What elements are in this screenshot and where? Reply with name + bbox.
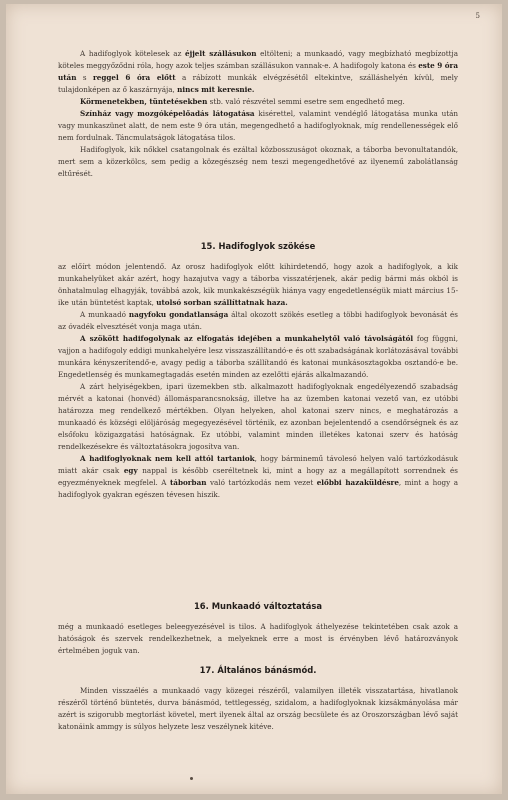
page-number: 5 bbox=[475, 12, 480, 20]
paragraph: Színház vagy mozgóképelőadás látogatása kisérettel, valamint vendéglő látogatása munka után vagy munkaszünet alatt, de nem este 9 óra után, megengedhető a hadifoglyoknak, míg rendellenességek elő nem fordulnak. Táncmulatságok látogatása tilos. bbox=[58, 109, 459, 142]
bold-phrase: reggel 6 óra előtt bbox=[92, 73, 176, 82]
paragraph: még a munkaadó esetleges beleegyezésével is tilos. A hadifoglyok áthelyezése tekintetében csak azok a hatóságok és szervek rendelkezhetnek, a melyeknek erre a most is érvényben lévő határozványok értelmében joguk van. bbox=[58, 622, 458, 655]
bold-phrase: előbbi hazaküldésre bbox=[316, 478, 399, 487]
bold-phrase: utolsó sorban szállíttatnak haza. bbox=[156, 298, 288, 307]
bold-phrase: Színház vagy mozgóképelőadás látogatása bbox=[80, 109, 255, 118]
section-15-body bbox=[58, 261, 458, 501]
bold-phrase: A hadifoglyoknak nem kell attól tartaniok bbox=[80, 454, 255, 463]
document-page bbox=[6, 4, 502, 794]
bold-phrase: egy bbox=[123, 466, 138, 475]
bold-phrase: Körmenetekben, tüntetésekben bbox=[80, 97, 208, 106]
section-16-heading: 16. Munkaadó változtatása bbox=[193, 601, 323, 611]
bold-phrase: A szökött hadifogolynak az elfogatás idejében a munkahelytől való távolságától bbox=[80, 334, 414, 343]
paragraph: A hadifoglyok kötelesek az éjjelt szállásukon eltölteni; a munkaadó, vagy megbízható megbízottja köteles meggyőződni róla, hogy azok teljes számban szállásukon vannak-e. A hadifogoly katona és este 9 óra után s reggel 6 óra előtt a rábízott munkák elvégzésétől eltekintve, szálláshelyén kívül, mely tulajdonképen az ő kaszárnyája, nincs mit keresnie. bbox=[58, 49, 458, 94]
section-17-body bbox=[58, 685, 458, 733]
paragraph: A hadifoglyoknak nem kell attól tartaniok, hogy bárminemű távolesó helyen való tartózkodásuk miatt akár csak egy nappal is később cseréltetnek ki, mint a hogy az a megállapított sorrendnek és egyezményeknek megfelel. A táborban való tartózkodás nem vezet előbbi hazaküldésre, mint a hogy a hadifoglyok gyakran egészen tévesen hiszik. bbox=[58, 454, 458, 499]
paragraph: A zárt helyiségekben, ipari üzemekben stb. alkalmazott hadifoglyoknak engedélyezendő szabadság mérvét a katonai (honvéd) állomásparancsnokság, illetve ha az üzemben katonai vezető van, ez utóbbi határozza meg rendelkező mértékben. Olyan helyeken, ahol katonai szerv nincs, e meghatározás a munkaadó és községi elöljáróság megegyezésével történik, ez azonban bejelentendő a csendőrségnek és az elsőfoku közigazgatási hatóságnak. Ez utóbbi, valamint minden illetékes katonai szerv és hatóság rendelkezésekre és változtatásokra jogosítva van. bbox=[58, 382, 458, 451]
page-mark-dot bbox=[190, 777, 193, 780]
bold-phrase: este 9 óra után bbox=[58, 61, 458, 82]
paragraph: Minden visszaélés a munkaadó vagy közegei részéről, valamilyen illeték visszatartása, hivatlanok részéről történő büntetés, durva bánásmód, tettlegesség, szidalom, a hadifoglyoknak kizsákmányolása már azért is szigorubb megtorlást követel, mert ilyenek által az ország becsülete és az Oroszországban lévő saját katonáink ammgy is súlyos helyzete lesz veszélynek kitéve. bbox=[58, 686, 458, 731]
paragraph: A munkaadó nagyfoku gondatlansága által okozott szökés esetleg a többi hadifoglyok bevonását és az óvadék elvesztését vonja maga után. bbox=[58, 310, 458, 331]
section-15-heading: 15. Hadifoglyok szökése bbox=[200, 241, 316, 251]
section-16-body bbox=[58, 621, 458, 657]
paragraph: Körmenetekben, tüntetésekben stb. való részvétel semmi esetre sem engedhető meg. bbox=[80, 97, 405, 106]
section-17-heading: 17. Általános bánásmód. bbox=[199, 665, 317, 675]
bold-phrase: éjjelt szállásukon bbox=[185, 49, 257, 58]
paragraph: A szökött hadifogolynak az elfogatás idejében a munkahelytől való távolságától fog függni, vajjon a hadifogoly eddigi munkahelyére lesz visszaszállítandó-e és ott szabadságának korlátozásával további munkára kényszerítendő-e, avagy pedig a táborba szállítandó és katonai munkásosztagokba osztandó-e be. Engedetlenség és munkamegtagadás esetén minden az ezelőtti ejárás alkalmazandó. bbox=[58, 334, 458, 379]
paragraph: az előírt módon jelentendő. Az orosz hadifoglyok előtt kihirdetendő, hogy azok a hadifoglyok, a kik munkahelyüket akár azért, hogy hazajutva vagy a táborba visszatérjenek, akár pedig bármi más okból is önhatalmulag elhagyják, továbbá azok, kik munkakészségük hiánya vagy engedetlenségük miatt március 15-ike után büntetést kaptak, utolsó sorban szállíttatnak haza. bbox=[58, 262, 458, 307]
bold-phrase: nagyfoku gondatlansága bbox=[128, 310, 229, 319]
bold-phrase: táborban bbox=[169, 478, 207, 487]
section-14-continuation bbox=[58, 48, 458, 180]
bold-phrase: nincs mit keresnie. bbox=[177, 85, 255, 94]
paragraph: Hadifoglyok, kik nőkkel csatangolnak és ezáltal közbosszuságot okoznak, a táborba bevonultatandók, mert sem a közerkölcs, sem pedig a közegészség nem teszi megengedhetővé az ilyenemű zabolátlanság eltűrését. bbox=[58, 145, 458, 178]
